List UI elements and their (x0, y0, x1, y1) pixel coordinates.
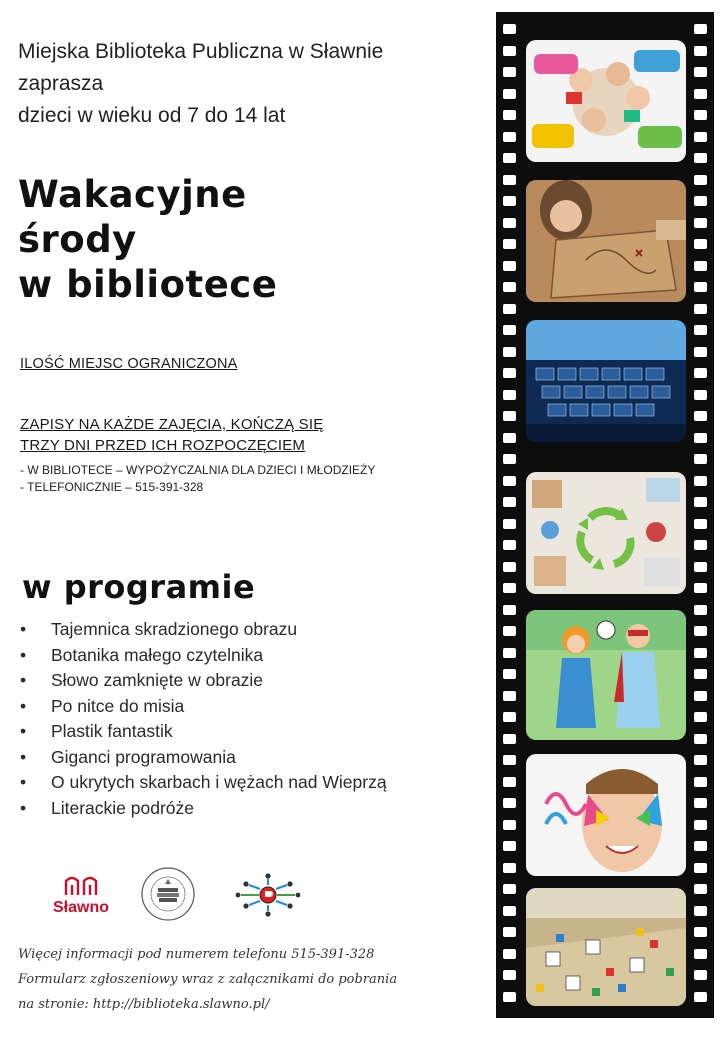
film-sprocket-hole (503, 46, 516, 56)
slawno-logo-text: Sławno (52, 899, 109, 916)
film-sprocket-hole (503, 626, 516, 636)
film-sprocket-hole (694, 368, 707, 378)
bullet-icon: • (20, 721, 27, 741)
film-sprocket-hole (503, 325, 516, 335)
film-sprocket-hole (694, 798, 707, 808)
photo-keyboard (526, 320, 686, 442)
film-sprocket-hole (503, 669, 516, 679)
program-list (20, 617, 387, 821)
film-sprocket-hole (503, 218, 516, 228)
bullet-icon: • (20, 772, 27, 792)
film-sprocket-hole (503, 734, 516, 744)
film-sprocket-hole (503, 89, 516, 99)
film-sprocket-hole (694, 89, 707, 99)
bullet-icon: • (20, 797, 27, 818)
invites-text: zaprasza (18, 72, 104, 95)
bullet-icon: • (20, 619, 27, 639)
film-sprocket-hole (694, 540, 707, 550)
film-sprocket-hole (503, 970, 516, 980)
film-sprocket-hole (503, 519, 516, 529)
program-item: • Literackie podróże (20, 796, 387, 822)
signup-info (20, 414, 440, 496)
film-sprocket-hole (694, 626, 707, 636)
film-sprocket-hole (503, 132, 516, 142)
film-sprocket-hole (503, 992, 516, 1002)
film-sprocket-hole (503, 175, 516, 185)
photo-painted-face (526, 754, 686, 876)
bullet-icon: • (20, 670, 27, 690)
film-sprocket-hole (694, 734, 707, 744)
film-sprocket-hole (694, 712, 707, 722)
partner-emblem-logo (232, 870, 304, 920)
film-sprocket-hole (503, 562, 516, 572)
film-sprocket-hole (694, 196, 707, 206)
photo-comic-heroes (526, 610, 686, 740)
footer-form-line: Formularz zgłoszeniowy wraz z załącznikami do pobrania (18, 972, 398, 987)
film-sprocket-hole (503, 110, 516, 120)
film-sprocket-hole (503, 411, 516, 421)
film-sprocket-hole (503, 820, 516, 830)
slawno-crest-icon (63, 874, 99, 896)
film-sprocket-hole (694, 433, 707, 443)
film-sprocket-hole (694, 110, 707, 120)
film-sprocket-hole (503, 605, 516, 615)
film-sprocket-hole (694, 906, 707, 916)
film-sprocket-hole (503, 196, 516, 206)
bullet-icon: • (20, 746, 27, 767)
film-sprocket-hole (503, 390, 516, 400)
film-sprocket-hole (694, 497, 707, 507)
film-sprocket-hole (694, 562, 707, 572)
photo-board-game-dice (526, 888, 686, 1006)
film-sprocket-hole (694, 927, 707, 937)
film-sprocket-hole (503, 691, 516, 701)
title-line-2: środy (18, 218, 137, 261)
film-sprocket-hole (503, 239, 516, 249)
film-sprocket-hole (694, 863, 707, 873)
film-sprocket-hole (694, 884, 707, 894)
signup-method-library: - W BIBLIOTECE – WYPOŻYCZALNIA DLA DZIECI I MŁODZIEŻY (20, 463, 376, 477)
film-sprocket-hole (503, 497, 516, 507)
film-sprocket-hole (503, 476, 516, 486)
film-sprocket-hole (503, 583, 516, 593)
film-sprocket-hole (503, 906, 516, 916)
film-sprocket-hole (503, 67, 516, 77)
film-sprocket-hole (503, 304, 516, 314)
film-sprocket-hole (503, 927, 516, 937)
limited-seats-notice: ILOŚĆ MIEJSC OGRANICZONA (20, 356, 238, 372)
slawno-logo (46, 874, 116, 917)
film-sprocket-hole (694, 347, 707, 357)
children-emblem-icon (232, 870, 304, 920)
film-sprocket-hole (694, 218, 707, 228)
film-sprocket-hole (503, 540, 516, 550)
film-sprocket-hole (694, 949, 707, 959)
program-item: • Słowo zamknięte w obrazie (20, 668, 387, 694)
photo-treasure-map (526, 180, 686, 302)
program-item: • O ukrytych skarbach i wężach nad Wieprzą (20, 770, 387, 796)
film-sprocket-hole (694, 841, 707, 851)
film-sprocket-hole (503, 368, 516, 378)
film-sprocket-hole (694, 67, 707, 77)
film-sprocket-hole (503, 24, 516, 34)
film-sprocket-hole (694, 390, 707, 400)
film-sprocket-hole (503, 712, 516, 722)
footer-website-line[interactable]: na stronie: http://biblioteka.slawno.pl/ (18, 997, 270, 1012)
age-range-text: dzieci w wieku od 7 do 14 lat (18, 104, 286, 127)
film-sprocket-hole (694, 325, 707, 335)
film-sprocket-hole (503, 884, 516, 894)
title-line-1: Wakacyjne (18, 173, 247, 216)
film-sprocket-hole (503, 863, 516, 873)
film-sprocket-hole (694, 476, 707, 486)
film-sprocket-hole (503, 798, 516, 808)
film-sprocket-hole (503, 433, 516, 443)
library-seal-logo (140, 866, 196, 922)
film-sprocket-hole (694, 970, 707, 980)
signup-deadline-line-1: ZAPISY NA KAŻDE ZAJĘCIA, KOŃCZĄ SIĘ (20, 416, 324, 433)
film-sprocket-hole (694, 605, 707, 615)
film-sprocket-hole (694, 992, 707, 1002)
film-sprocket-hole (694, 648, 707, 658)
film-sprocket-hole (694, 282, 707, 292)
signup-deadline-line-2: TRZY DNI PRZED ICH ROZPOCZĘCIEM (20, 437, 306, 454)
film-sprocket-hole (503, 261, 516, 271)
library-seal-icon (140, 866, 196, 922)
film-sprocket-hole (694, 239, 707, 249)
film-sprocket-hole (503, 282, 516, 292)
program-item: • Tajemnica skradzionego obrazu (20, 617, 387, 643)
photo-children-reading (526, 40, 686, 162)
bullet-icon: • (20, 695, 27, 716)
film-sprocket-hole (694, 46, 707, 56)
film-sprocket-hole (694, 583, 707, 593)
film-sprocket-hole (694, 153, 707, 163)
partner-logos (40, 866, 320, 926)
film-sprocket-hole (694, 411, 707, 421)
film-sprocket-hole (503, 454, 516, 464)
program-item: • Po nitce do misia (20, 694, 387, 720)
film-sprocket-hole (694, 669, 707, 679)
film-sprocket-hole (694, 132, 707, 142)
film-sprocket-hole (503, 841, 516, 851)
film-sprocket-hole (694, 777, 707, 787)
film-sprocket-hole (503, 777, 516, 787)
program-item: • Giganci programowania (20, 745, 387, 771)
program-heading: w programie (22, 568, 256, 606)
film-sprocket-hole (694, 820, 707, 830)
footer-info (18, 942, 438, 1017)
film-sprocket-hole (694, 175, 707, 185)
film-sprocket-hole (694, 519, 707, 529)
intro-text (18, 36, 458, 132)
footer-phone-line: Więcej informacji pod numerem telefonu 515-391-328 (18, 947, 375, 962)
film-strip (496, 12, 714, 1018)
film-sprocket-hole (503, 347, 516, 357)
film-sprocket-hole (694, 691, 707, 701)
film-sprocket-hole (694, 24, 707, 34)
event-title (18, 172, 398, 307)
bullet-icon: • (20, 644, 27, 665)
film-sprocket-hole (694, 755, 707, 765)
film-sprocket-hole (503, 153, 516, 163)
photo-recycling (526, 472, 686, 594)
film-sprocket-hole (694, 261, 707, 271)
film-sprocket-hole (694, 304, 707, 314)
title-line-3: w bibliotece (18, 263, 278, 306)
film-sprocket-hole (503, 949, 516, 959)
film-sprocket-hole (503, 755, 516, 765)
signup-method-phone: - TELEFONICZNIE – 515-391-328 (20, 480, 204, 494)
film-sprocket-hole (503, 648, 516, 658)
program-item: • Botanika małego czytelnika (20, 643, 387, 669)
film-sprocket-hole (694, 454, 707, 464)
program-item: • Plastik fantastik (20, 719, 387, 745)
library-name: Miejska Biblioteka Publiczna w Sławnie (18, 40, 384, 63)
